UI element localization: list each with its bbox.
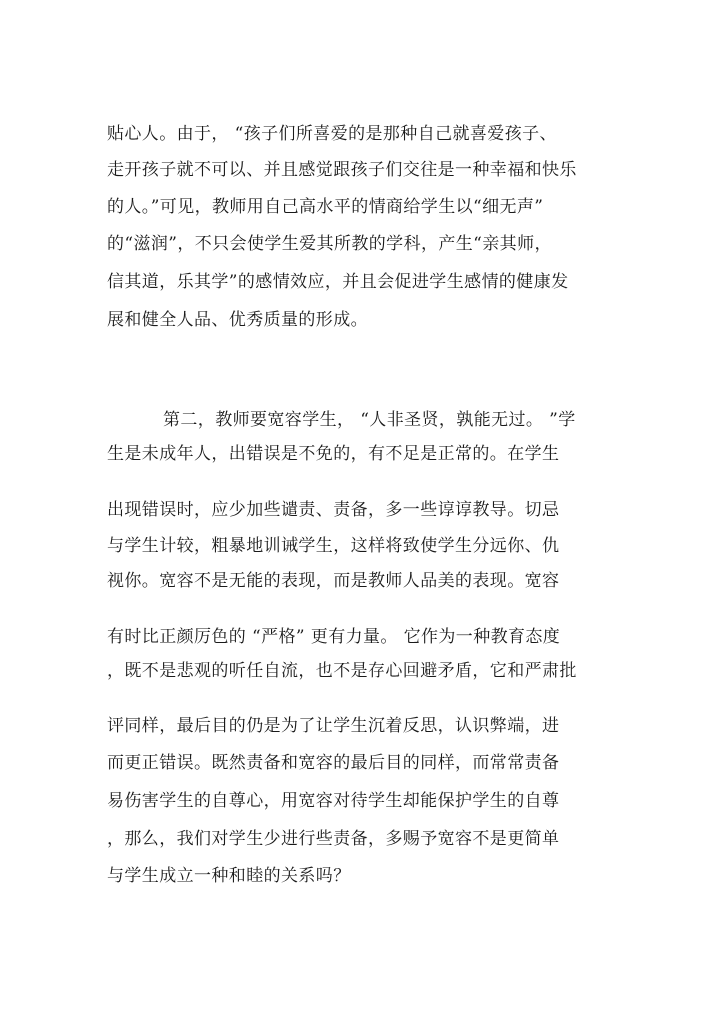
text-line: 第二，教师要宽容学生， “人非圣贤，孰能无过。 ”学	[163, 410, 576, 430]
text-line: 出现错误时，应少加些谴责、责备，多一些谆谆教导。切忌	[107, 500, 560, 520]
text-line: 的人。”可见，教师用自己高水平的情商给学生以“细无声”	[107, 197, 544, 217]
text-line: 的“滋润”，不只会使学生爱其所教的学科，产生“亲其师，	[107, 234, 552, 254]
text-line: 走开孩子就不可以、并且感觉跟孩子们交往是一种幸福和快乐	[107, 160, 577, 180]
text-line: 评同样，最后目的仍是为了让学生沉着反思，认识弊端，进	[107, 716, 560, 736]
text-line: ，既不是悲观的听任自流，也不是存心回避矛盾，它和严肃批	[107, 661, 577, 681]
text-line: 贴心人。由于， “孩子们所喜爱的是那种自己就喜爱孩子、	[107, 124, 557, 144]
text-line: 与学生成立一种和睦的关系吗？	[107, 866, 351, 886]
text-line: 信其道，乐其学”的感情效应，并且会促进学生感情的健康发	[107, 272, 569, 292]
text-line: 而更正错误。既然责备和宽容的最后目的同样，而常常责备	[107, 753, 560, 773]
text-line: 生是未成年人，出错误是不免的，有不足是正常的。在学生	[107, 444, 560, 464]
text-line: 易伤害学生的自尊心，用宽容对待学生却能保护学生的自尊	[107, 791, 560, 811]
text-line: 与学生计较，粗暴地训诫学生，这样将致使学生分远你、仇	[107, 536, 560, 556]
text-line: ，那么，我们对学生少进行些责备，多赐予宽容不是更简单	[107, 829, 560, 849]
text-line: 展和健全人品、优秀质量的形成。	[107, 310, 368, 330]
text-line: 视你。宽容不是无能的表现，而是教师人品美的表现。宽容	[107, 571, 560, 591]
text-line: 有时比正颜厉色的 “严格” 更有力量。 它作为一种教育态度	[107, 627, 561, 647]
